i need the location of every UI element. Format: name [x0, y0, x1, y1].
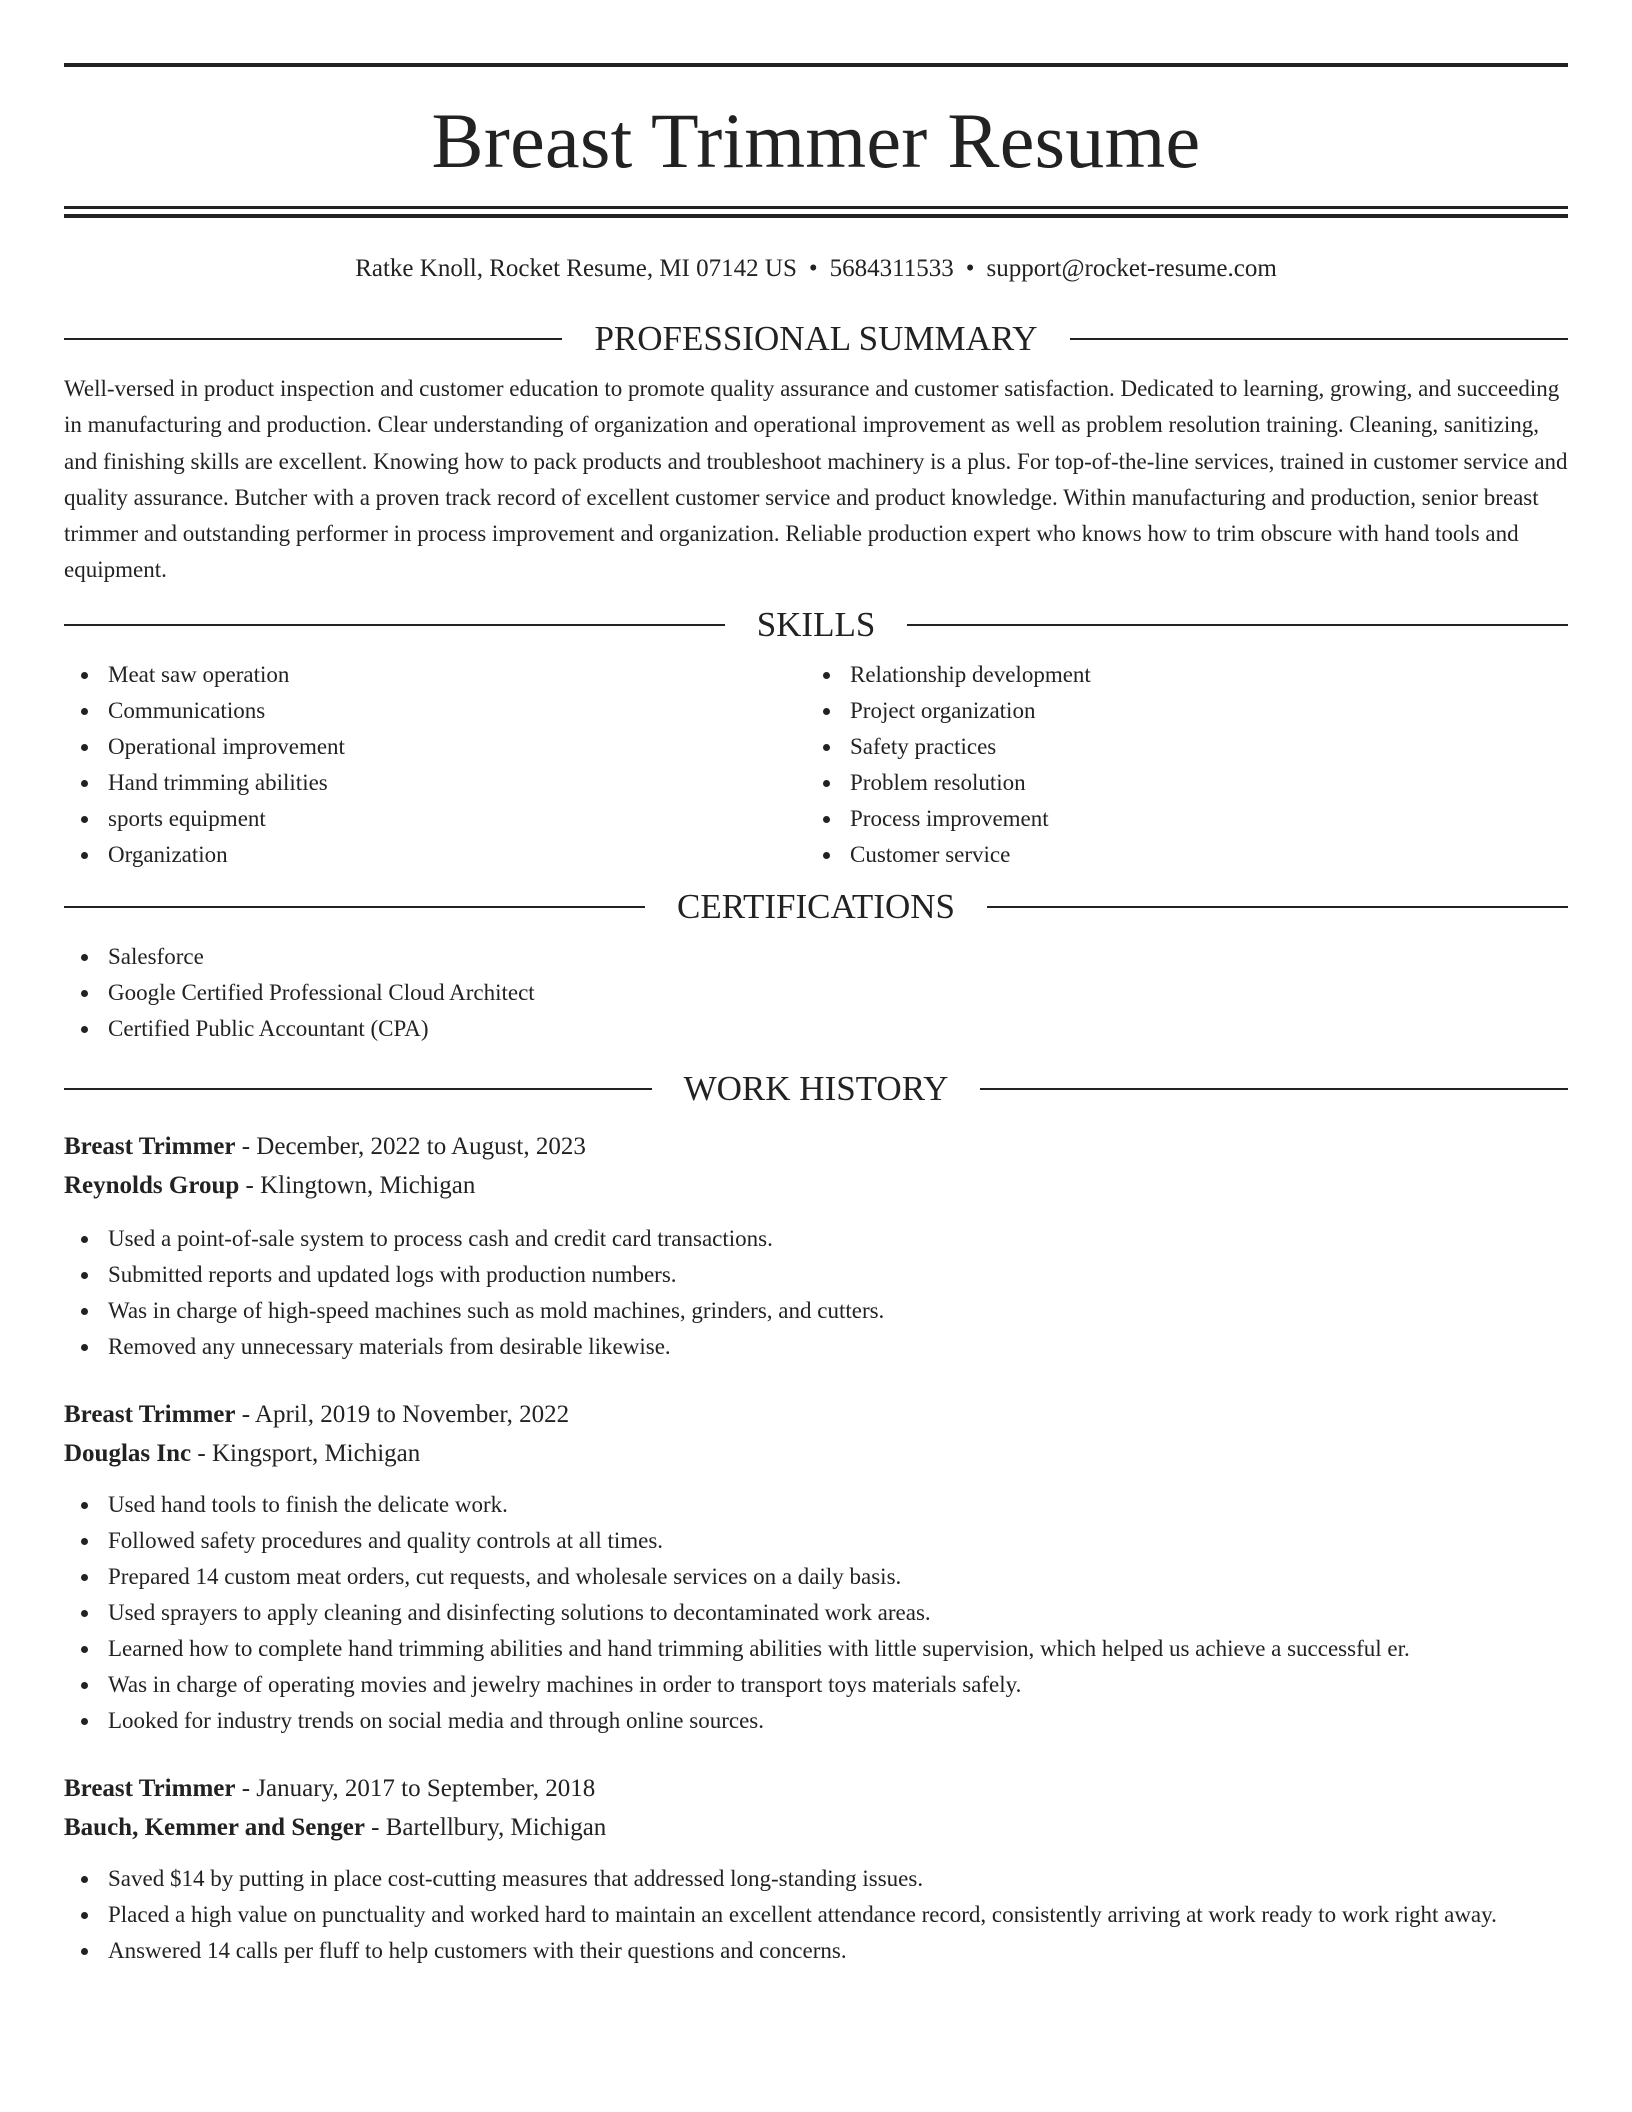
certification-item: Certified Public Accountant (CPA): [108, 1011, 1568, 1047]
resume-page: [64, 0, 1568, 1969]
skill-item: Project organization: [850, 693, 1548, 729]
job-location: - Kingsport, Michigan: [197, 1439, 421, 1467]
job-company-line: [64, 1166, 1568, 1205]
job-dates: - April, 2019 to November, 2022: [241, 1400, 570, 1428]
skills-right-column: [806, 657, 1548, 873]
skills-left-list: [64, 657, 806, 873]
contact-address: Ratke Knoll, Rocket Resume, MI 07142 US: [355, 255, 797, 282]
skills-columns: [64, 657, 1568, 873]
heading-rule-left: [64, 906, 645, 908]
resume-title: Breast Trimmer Resume: [431, 97, 1201, 184]
heading-rule-left: [64, 1088, 652, 1090]
contact-phone: 5684311533: [829, 255, 954, 282]
job-bullet: Prepared 14 custom meat orders, cut requests, and wholesale services on a daily basis.: [108, 1559, 1568, 1595]
job-dates: - January, 2017 to September, 2018: [241, 1774, 596, 1802]
heading-rule-left: [64, 624, 725, 626]
skills-heading: SKILLS: [756, 604, 876, 644]
job-bullet: Answered 14 calls per fluff to help customers with their questions and concerns.: [108, 1933, 1568, 1969]
job-entry: [64, 1769, 1568, 1969]
work-section-heading: [64, 1067, 1568, 1111]
summary-heading: PROFESSIONAL SUMMARY: [594, 319, 1038, 358]
job-bullet: Followed safety procedures and quality controls at all times.: [108, 1523, 1568, 1559]
top-rule: [64, 63, 1568, 67]
job-company: Reynolds Group: [64, 1171, 240, 1199]
skill-item: Meat saw operation: [108, 657, 806, 693]
job-bullet: Saved $14 by putting in place cost-cutting measures that addressed long-standing issues.: [108, 1861, 1568, 1897]
job-bullet: Was in charge of high-speed machines such as mold machines, grinders, and cutters.: [108, 1293, 1568, 1329]
job-title-line: [64, 1769, 1568, 1808]
job-bullet: Used sprayers to apply cleaning and disinfecting solutions to decontaminated work areas.: [108, 1595, 1568, 1631]
work-heading: WORK HISTORY: [683, 1068, 949, 1108]
job-entry: [64, 1127, 1568, 1365]
skill-item: Hand trimming abilities: [108, 765, 806, 801]
job-entry: [64, 1395, 1568, 1739]
contact-separator: •: [965, 255, 975, 282]
skill-item: Operational improvement: [108, 729, 806, 765]
job-title: Breast Trimmer: [64, 1774, 236, 1802]
summary-section-heading: [64, 317, 1568, 361]
skill-item: Problem resolution: [850, 765, 1548, 801]
job-dates: - December, 2022 to August, 2023: [241, 1132, 586, 1160]
skills-section-heading: [64, 603, 1568, 647]
job-bullet: Placed a high value on punctuality and worked hard to maintain an excellent attendance record, consistently arriving at work ready to work right away.: [108, 1897, 1568, 1933]
job-title: Breast Trimmer: [64, 1400, 236, 1428]
heading-rule-left: [64, 338, 562, 340]
job-bullet: Learned how to complete hand trimming abilities and hand trimming abilities with little supervision, which helped us achieve a successful er.: [108, 1631, 1568, 1667]
job-company-line: [64, 1808, 1568, 1847]
skill-item: Process improvement: [850, 801, 1548, 837]
skill-item: Safety practices: [850, 729, 1548, 765]
job-title: Breast Trimmer: [64, 1132, 236, 1160]
heading-rule-right: [980, 1088, 1568, 1090]
job-bullets: [64, 1221, 1568, 1365]
job-location: - Bartellbury, Michigan: [371, 1813, 607, 1841]
job-bullet: Submitted reports and updated logs with production numbers.: [108, 1257, 1568, 1293]
job-company: Douglas Inc: [64, 1439, 192, 1467]
summary-text: Well-versed in product inspection and customer education to promote quality assurance and customer satisfaction. Dedicated to learning, growing, and succeeding in manufacturing and production. Clear understanding of organization and operational improvement as well as problem resolution training. Cleaning, sanitizing, and finishing skills are excellent. Knowing how to pack products and troubleshoot machinery is a plus. For top-of-the-line services, trained in customer service and quality assurance. Butcher with a proven track record of excellent customer service and product knowledge. Within manufacturing and production, senior breast trimmer and outstanding performer in process improvement and organization. Reliable production expert who knows how to trim obscure with hand tools and equipment.: [64, 376, 1568, 583]
skill-item: Relationship development: [850, 657, 1548, 693]
heading-rule-right: [987, 906, 1568, 908]
heading-rule-right: [1070, 338, 1568, 340]
job-bullets: [64, 1861, 1568, 1969]
job-title-line: [64, 1127, 1568, 1166]
contact-email: support@rocket-resume.com: [986, 255, 1277, 282]
certification-item: Salesforce: [108, 939, 1568, 975]
skill-item: Communications: [108, 693, 806, 729]
contact-line: [64, 251, 1568, 287]
job-bullet: Removed any unnecessary materials from desirable likewise.: [108, 1329, 1568, 1365]
job-company-line: [64, 1434, 1568, 1473]
certification-item: Google Certified Professional Cloud Architect: [108, 975, 1568, 1011]
skill-item: Organization: [108, 837, 806, 873]
skills-left-column: [64, 657, 806, 873]
contact-separator: •: [808, 255, 818, 282]
job-bullets: [64, 1487, 1568, 1739]
skill-item: sports equipment: [108, 801, 806, 837]
certifications-heading: CERTIFICATIONS: [677, 886, 955, 926]
job-company: Bauch, Kemmer and Senger: [64, 1813, 365, 1841]
title-double-rule: [64, 206, 1568, 218]
job-location: - Klingtown, Michigan: [245, 1171, 476, 1199]
job-bullet: Looked for industry trends on social media and through online sources.: [108, 1703, 1568, 1739]
certifications-list: [64, 939, 1568, 1047]
job-bullet: Used a point-of-sale system to process cash and credit card transactions.: [108, 1221, 1568, 1257]
skill-item: Customer service: [850, 837, 1548, 873]
job-bullet: Was in charge of operating movies and jewelry machines in order to transport toys materials safely.: [108, 1667, 1568, 1703]
heading-rule-right: [907, 624, 1568, 626]
skills-right-list: [806, 657, 1548, 873]
job-bullet: Used hand tools to finish the delicate work.: [108, 1487, 1568, 1523]
job-title-line: [64, 1395, 1568, 1434]
certifications-section-heading: [64, 885, 1568, 929]
